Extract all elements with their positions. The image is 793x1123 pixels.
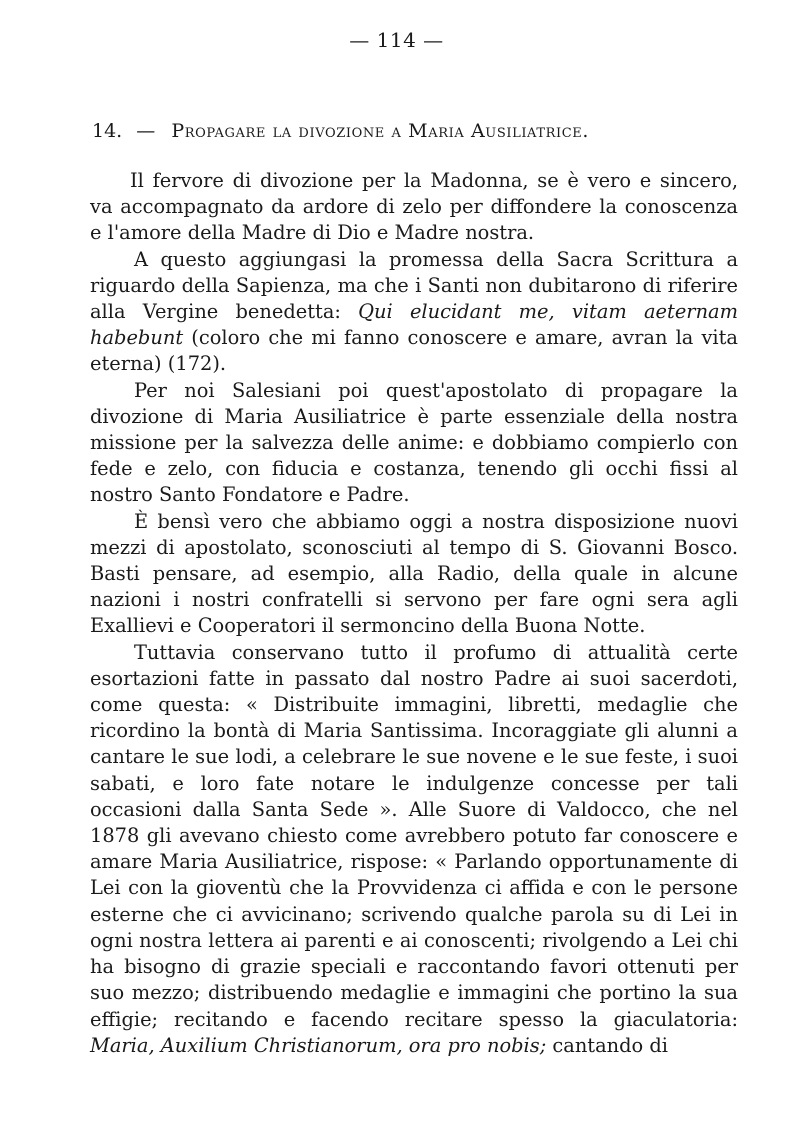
latin-prayer: Maria, Auxilium Christianorum, ora pro nobis; <box>90 1033 547 1057</box>
paragraph-2-text-before: A questo aggiungasi la promessa della Sacra Scrittura a riguardo della Sapienza, ma che i Santi non dubitarono di riferire alla Vergine benedetta: <box>90 247 738 324</box>
latin-quote: Qui elucidant me, vitam aeternam habebunt <box>90 300 738 350</box>
paragraph-4: È bensì vero che abbiamo oggi a nostra disposizione nuovi mezzi di apostolato, sconosciuti al tempo di S. Giovanni Bosco. Basti pensare, ad esempio, alla Radio, della quale in alcune nazioni i nostri confratelli si servono per fare ogni sera agli Exallievi e Cooperatori il sermoncino della Buona Notte. <box>90 509 738 638</box>
section-number: 14. <box>92 120 123 142</box>
section-title: Propagare la divozione a Maria Ausiliatrice. <box>171 120 589 142</box>
section-dash: — <box>136 120 156 142</box>
paragraph-1: Il fervore di divozione per la Madonna, se è vero e sincero, va accompagnato da ardore di zelo per diffondere la conoscenza e l'amore della Madre di Dio e Madre nostra. <box>90 169 738 245</box>
page-number: — 114 — <box>349 28 444 52</box>
paragraph-5-text-before: Tuttavia conservano tutto il profumo di attualità certe esortazioni fatte in passato dal nostro Padre ai suoi sacerdoti, come questa: « Distribuite immagini, libretti, medaglie che ricordino la bontà di Maria Santissima. Incoraggiate gli alunni a cantare le sue lodi, a celebrare le sue novene e le sue feste, i suoi sabati, e loro fate notare le indulgenze concesse per tali occasioni dalla Santa Sede ». Alle Suore di Valdocco, che nel 1878 gli avevano chiesto come avrebbero potuto far conoscere e amare Maria Ausiliatrice, rispose: « Parlando opportunamente di Lei con la gioventù che la Provvidenza ci affida e con le persone esterne che ci avvicinano; scrivendo qualche parola su di Lei in ogni nostra lettera ai parenti e ai conoscenti; rivolgendo a Lei chi ha bisogno di grazie speciali e raccontando favori ottenuti per suo mezzo; distribuendo medaglie e immagini che portino la sua effigie; recitando e facendo recitare spesso la giaculatoria: <box>90 640 738 1031</box>
body-text <box>90 168 738 1059</box>
section-heading <box>92 120 732 142</box>
paragraph-2-text-after: (coloro che mi fanno conoscere e amare, avran la vita eterna) (172). <box>90 326 738 376</box>
paragraph-5 <box>90 640 738 1059</box>
paragraph-2 <box>90 247 738 378</box>
paragraph-5-text-after: cantando di <box>546 1033 669 1057</box>
paragraph-3: Per noi Salesiani poi quest'apostolato di propagare la divozione di Maria Ausiliatrice è parte essenziale della nostra missione per la salvezza delle anime: e dobbiamo compierlo con fede e zelo, con fiducia e costanza, tenendo gli occhi fissi al nostro Santo Fondatore e Padre. <box>90 378 738 507</box>
